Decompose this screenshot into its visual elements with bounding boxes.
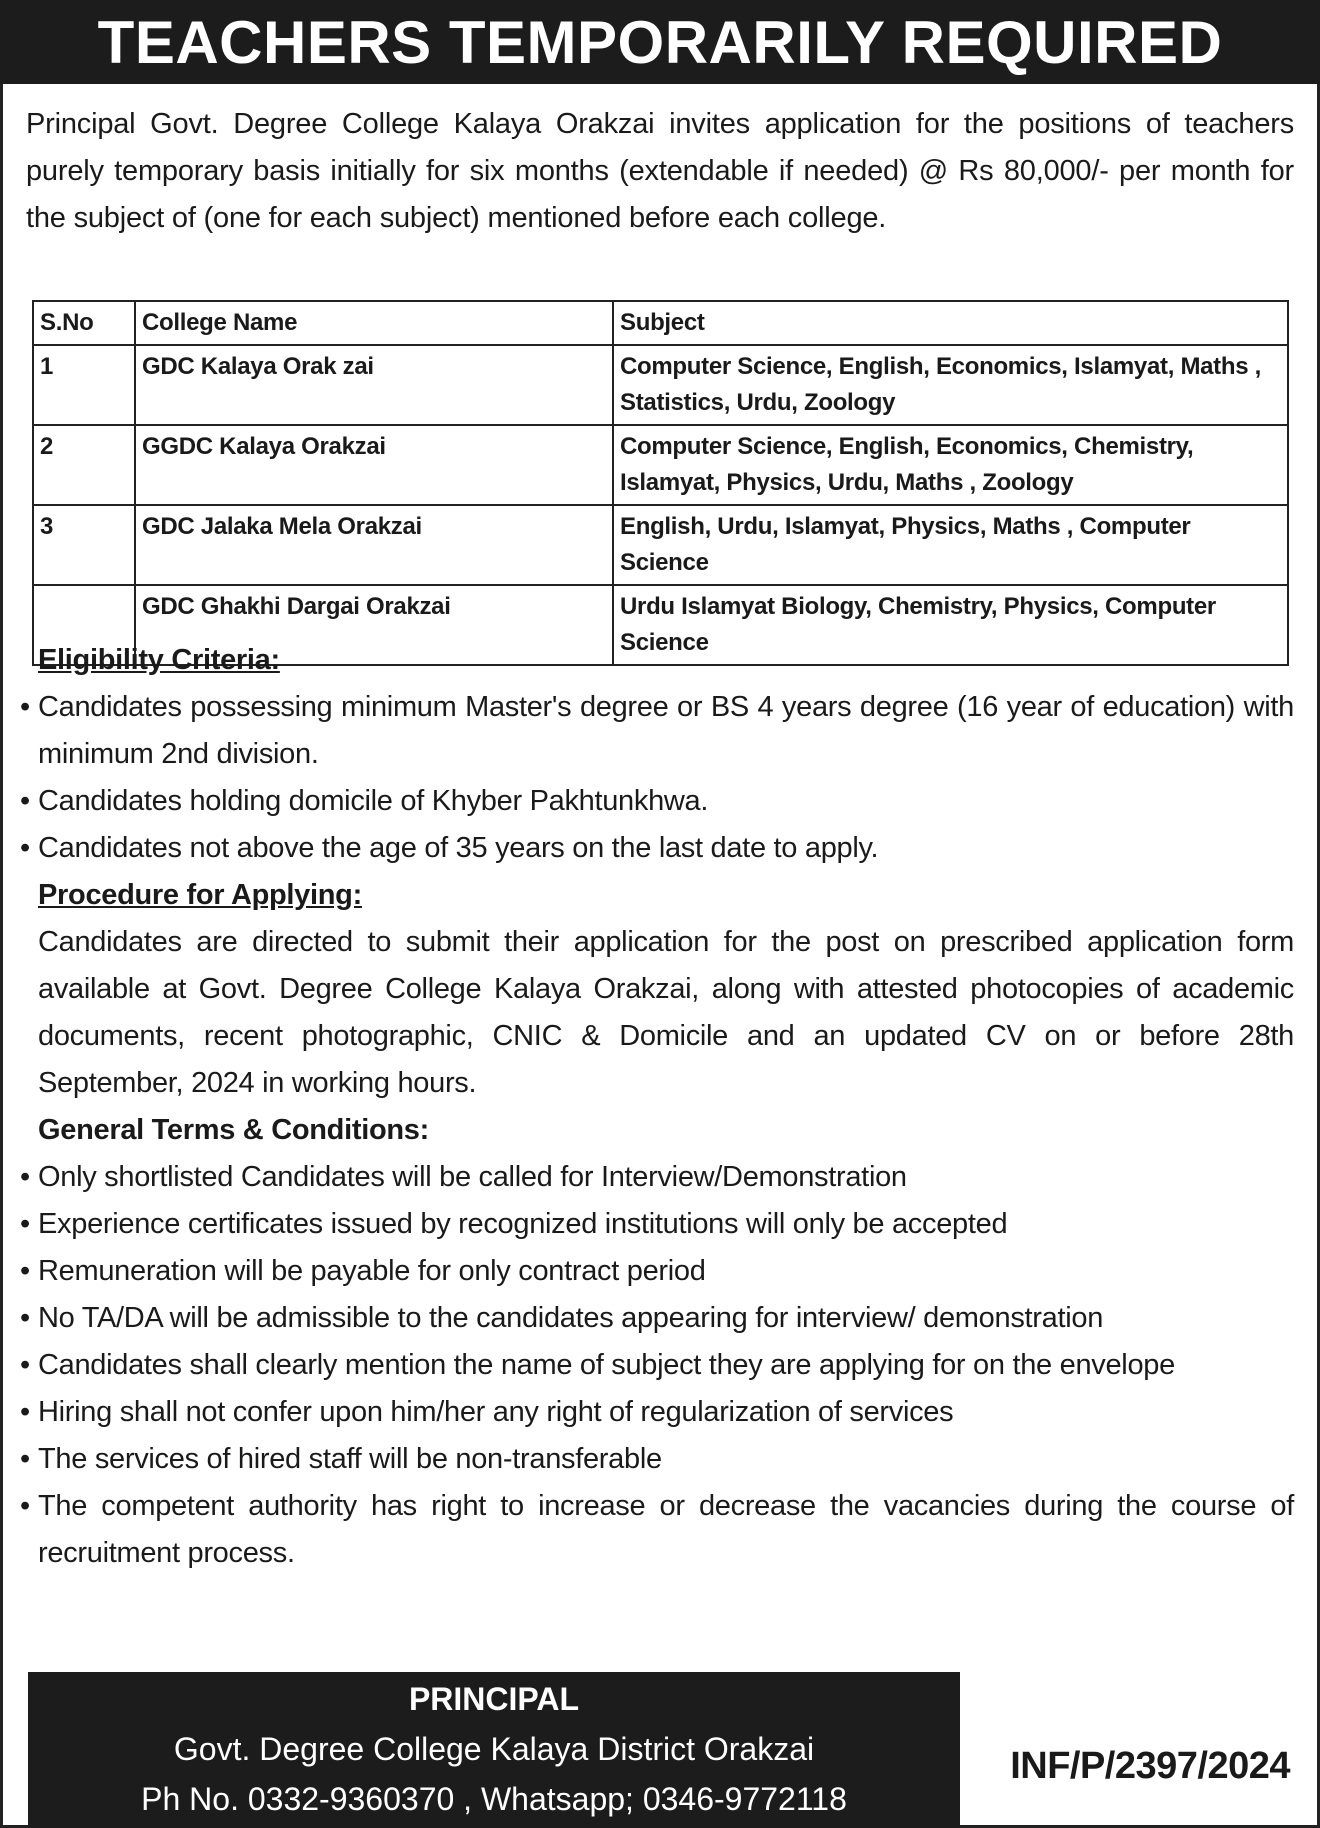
terms-heading: General Terms & Conditions: <box>38 1114 429 1146</box>
terms-item: • No TA/DA will be admissible to the candidates appearing for interview/ demonstration <box>20 1295 1294 1342</box>
cell-sno: 1 <box>33 345 135 425</box>
bullet-icon: • <box>20 1349 30 1381</box>
intro-paragraph: Principal Govt. Degree College Kalaya Orakzai invites application for the positions of teachers purely temporary basis initially for six months (extendable if needed) @ Rs 80,000/- per month for the subject of (one for each subject) mentioned before each college. <box>26 108 1294 234</box>
cell-sno: 3 <box>33 505 135 585</box>
table-row <box>33 425 1288 505</box>
terms-item: • Experience certificates issued by recognized institutions will only be accepted <box>20 1201 1294 1248</box>
signatory-title: PRINCIPAL <box>408 1681 580 1717</box>
cell-subjects: English, Urdu, Islamyat, Physics, Maths , Computer Science <box>613 505 1288 585</box>
bullet-icon: • <box>20 1396 30 1428</box>
bullet-icon: • <box>20 785 30 817</box>
signature-block <box>28 1672 960 1828</box>
eligibility-item: • Candidates holding domicile of Khyber Pakhtunkhwa. <box>20 778 1294 825</box>
bullet-icon: • <box>20 1208 30 1240</box>
bullet-icon: • <box>20 1302 30 1334</box>
table-row <box>33 505 1288 585</box>
vacancy-table <box>32 300 1289 666</box>
cell-college: GDC Ghakhi Dargai Orakzai <box>135 585 613 665</box>
terms-item: • Only shortlisted Candidates will be called for Interview/Demonstration <box>20 1154 1294 1201</box>
cell-college: GGDC Kalaya Orakzai <box>135 425 613 505</box>
header-college: College Name <box>135 301 613 345</box>
header-subject: Subject <box>613 301 1288 345</box>
cell-sno: 2 <box>33 425 135 505</box>
signatory-address: Govt. Degree College Kalaya District Orakzai <box>173 1731 815 1767</box>
reference-number: INF/P/2397/2024 <box>1010 1745 1290 1787</box>
table-header-row <box>33 301 1288 345</box>
header-sno: S.No <box>33 301 135 345</box>
terms-item: • Hiring shall not confer upon him/her any right of regularization of services <box>20 1389 1294 1436</box>
terms-item: • Candidates shall clearly mention the name of subject they are applying for on the envelope <box>20 1342 1294 1389</box>
page-title: TEACHERS TEMPORARILY REQUIRED <box>0 0 1320 84</box>
bullet-icon: • <box>20 1490 30 1522</box>
procedure-heading: Procedure for Applying: <box>38 879 362 911</box>
table-row <box>33 345 1288 425</box>
terms-item: • The competent authority has right to increase or decrease the vacancies during the course of recruitment process. <box>20 1483 1294 1577</box>
cell-college: GDC Kalaya Orak zai <box>135 345 613 425</box>
terms-item: • Remuneration will be payable for only contract period <box>20 1248 1294 1295</box>
terms-item: • The services of hired staff will be non-transferable <box>20 1436 1294 1483</box>
contact-numbers: Ph No. 0332-9360370 , Whatsapp; 0346-9772118 <box>141 1781 847 1817</box>
cell-college: GDC Jalaka Mela Orakzai <box>135 505 613 585</box>
cell-subjects: Urdu Islamyat Biology, Chemistry, Physics, Computer Science <box>613 585 1288 665</box>
eligibility-item: • Candidates not above the age of 35 years on the last date to apply. <box>20 825 1294 872</box>
bullet-icon: • <box>20 691 30 723</box>
cell-subjects: Computer Science, English, Economics, Chemistry, Islamyat, Physics, Urdu, Maths , Zoology <box>613 425 1288 505</box>
bullet-icon: • <box>20 1443 30 1475</box>
bullet-icon: • <box>20 1161 30 1193</box>
cell-subjects: Computer Science, English, Economics, Islamyat, Maths , Statistics, Urdu, Zoology <box>613 345 1288 425</box>
bullet-icon: • <box>20 1255 30 1287</box>
notice-body <box>20 637 1294 1577</box>
bullet-icon: • <box>20 832 30 864</box>
procedure-text: Candidates are directed to submit their application for the post on prescribed application form available at Govt. Degree College Kalaya Orakzai, along with attested photocopies of academic documents, recent photographic, CNIC & Domicile and an updated CV on or before 28th September, 2024 in working hours. <box>38 926 1294 1099</box>
eligibility-item: • Candidates possessing minimum Master's degree or BS 4 years degree (16 year of education) with minimum 2nd division. <box>20 684 1294 778</box>
eligibility-heading: Eligibility Criteria: <box>38 644 280 676</box>
